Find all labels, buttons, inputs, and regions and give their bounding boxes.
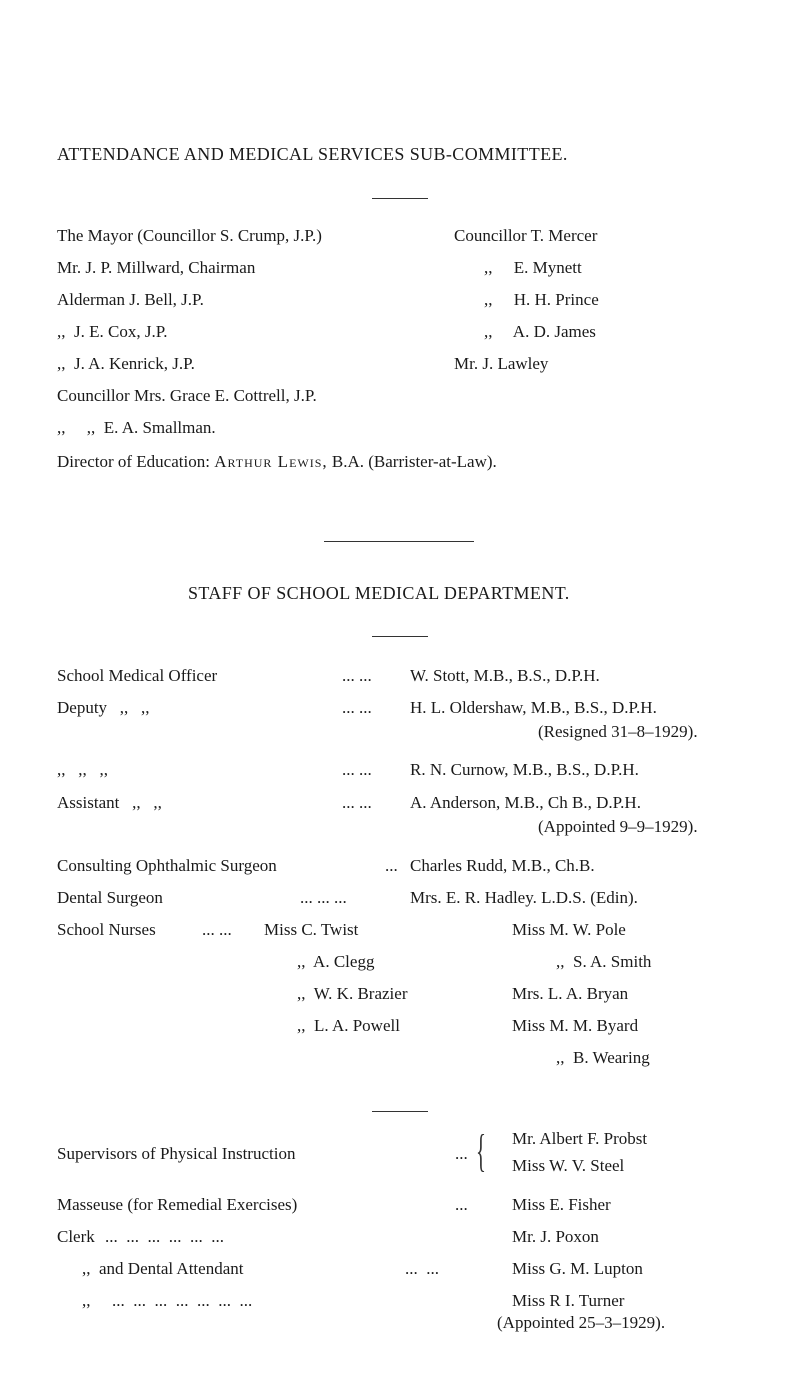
supervisor-name: Miss W. V. Steel: [512, 1156, 625, 1175]
committee-title: ATTENDANCE AND MEDICAL SERVICES SUB-COMMITTEE.: [57, 144, 568, 164]
staff-name: H. L. Oldershaw, M.B., B.S., D.P.H.: [410, 698, 657, 717]
nurse-name: ,, L. A. Powell: [297, 1016, 400, 1035]
staff-role: ,,: [82, 1291, 91, 1310]
staff-name: Miss E. Fisher: [512, 1195, 611, 1214]
member: ,, E. Mynett: [484, 258, 582, 277]
staff-name: Mrs. E. R. Hadley. L.D.S. (Edin).: [410, 888, 638, 907]
director-suffix: B.A. (Barrister-at-Law).: [331, 452, 497, 471]
brace-icon: {: [476, 1125, 486, 1176]
leader-dots: ... ... ... ... ... ...: [105, 1227, 224, 1246]
nurse-name: ,, B. Wearing: [556, 1048, 650, 1067]
staff-role: Masseuse (for Remedial Exercises): [57, 1195, 298, 1214]
nurse-name: Miss M. M. Byard: [512, 1016, 639, 1035]
staff-role: Dental Surgeon: [57, 888, 163, 907]
member: ,, H. H. Prince: [484, 290, 599, 309]
nurse-name: ,, W. K. Brazier: [297, 984, 408, 1003]
staff-note: (Appointed 9–9–1929).: [538, 817, 698, 836]
leader-dots: ... ...: [342, 760, 372, 779]
staff-role: Assistant ,, ,,: [57, 793, 162, 812]
director-prefix: Director of Education:: [57, 452, 210, 471]
leader-dots: ... ...: [202, 920, 232, 939]
member: Councillor T. Mercer: [454, 226, 598, 245]
leader-dots: ...: [455, 1144, 468, 1163]
staff-note: (Resigned 31–8–1929).: [538, 722, 698, 741]
staff-name: Mr. J. Poxon: [512, 1227, 599, 1246]
staff-name: Miss G. M. Lupton: [512, 1259, 643, 1278]
staff-name: R. N. Curnow, M.B., B.S., D.P.H.: [410, 760, 639, 779]
supervisors-label: Supervisors of Physical Instruction: [57, 1144, 296, 1163]
divider: [324, 541, 474, 542]
nurse-name: ,, A. Clegg: [297, 952, 375, 971]
staff-note: (Appointed 25–3–1929).: [497, 1313, 666, 1332]
nurse-name: Miss C. Twist: [264, 920, 359, 939]
member: ,, A. D. James: [484, 322, 596, 341]
leader-dots: ...: [455, 1195, 468, 1214]
member: Mr. J. P. Millward, Chairman: [57, 258, 256, 277]
member: Alderman J. Bell, J.P.: [57, 290, 204, 309]
member: Mr. J. Lawley: [454, 354, 549, 373]
staff-role: School Medical Officer: [57, 666, 218, 685]
nurse-name: Miss M. W. Pole: [512, 920, 626, 939]
member: ,, ,, E. A. Smallman.: [57, 418, 216, 437]
member: ,, J. A. Kenrick, J.P.: [57, 354, 195, 373]
divider: [372, 1111, 428, 1112]
staff-name: Miss R I. Turner: [512, 1291, 625, 1310]
leader-dots: ... ...: [342, 793, 372, 812]
staff-name: A. Anderson, M.B., Ch B., D.P.H.: [410, 793, 641, 812]
member: Councillor Mrs. Grace E. Cottrell, J.P.: [57, 386, 317, 405]
staff-name: W. Stott, M.B., B.S., D.P.H.: [410, 666, 600, 685]
director-name: Arthur Lewis,: [214, 452, 328, 471]
director-line: [57, 452, 497, 472]
divider: [372, 198, 428, 199]
leader-dots: ... ...: [342, 666, 372, 685]
leader-dots: ... ...: [405, 1259, 439, 1278]
nurses-label: School Nurses: [57, 920, 156, 939]
leader-dots: ... ... ... ... ... ... ...: [112, 1291, 253, 1310]
member: ,, J. E. Cox, J.P.: [57, 322, 168, 341]
nurse-name: ,, S. A. Smith: [556, 952, 652, 971]
staff-role: Consulting Ophthalmic Surgeon: [57, 856, 277, 875]
leader-dots: ... ... ...: [300, 888, 347, 907]
nurse-name: Mrs. L. A. Bryan: [512, 984, 629, 1003]
staff-title: STAFF OF SCHOOL MEDICAL DEPARTMENT.: [188, 583, 570, 603]
staff-name: Charles Rudd, M.B., Ch.B.: [410, 856, 595, 875]
leader-dots: ... ...: [342, 698, 372, 717]
member: The Mayor (Councillor S. Crump, J.P.): [57, 226, 322, 245]
supervisor-name: Mr. Albert F. Probst: [512, 1129, 648, 1148]
staff-role: Deputy ,, ,,: [57, 698, 150, 717]
staff-role: ,, and Dental Attendant: [82, 1259, 244, 1278]
divider: [372, 636, 428, 637]
staff-role: Clerk: [57, 1227, 95, 1246]
leader-dots: ...: [385, 856, 398, 875]
staff-role: ,, ,, ,,: [57, 760, 108, 779]
